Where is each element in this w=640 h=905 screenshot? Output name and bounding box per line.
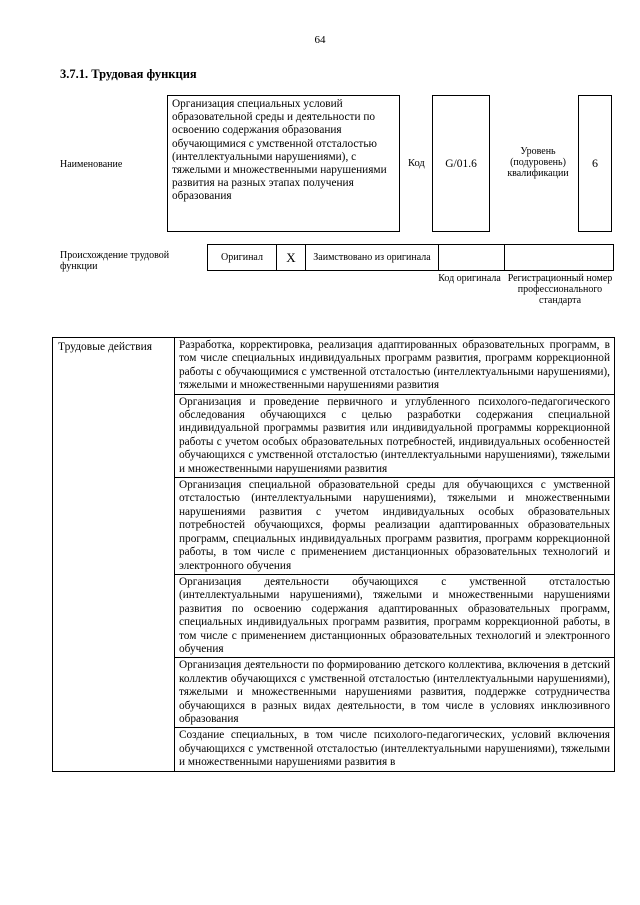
section-title: 3.7.1. Трудовая функция bbox=[60, 67, 197, 81]
code-label: Код bbox=[408, 158, 425, 169]
action-item: Разработка, корректировка, реализация адаптированных образовательных программ, в том числе специальных индивидуальных программ развития, программ коррекционной работы с обучающимися с умственной отсталостью (интеллектуальными нарушениями), тяжелыми и множественными нарушениями развития bbox=[175, 338, 615, 395]
action-item: Организация и проведение первичного и углубленного психолого-педагогического обследования обучающихся с целью разработки содержания специальной индивидуальной программы развития или индивидуальной программы коррекционной работы с учетом особых образовательных потребностей, индивидуальных особенностей обучающихся с умственной отсталостью (интеллектуальными нарушениями), тяжелыми и множественными нарушениями развития bbox=[175, 394, 615, 477]
name-label: Наименование bbox=[60, 159, 123, 170]
borrowed-label: Заимствовано из оригинала bbox=[306, 245, 439, 271]
origin-label: Происхождение трудовой функции bbox=[60, 250, 170, 272]
level-label: Уровень (подуровень) квалификации bbox=[507, 146, 569, 179]
actions-header: Трудовые действия bbox=[53, 338, 175, 772]
table-row bbox=[53, 338, 615, 395]
reg-number-cell bbox=[505, 245, 614, 271]
action-item: Организация деятельности по формированию детского коллектива, включения в детский коллектив обучающихся с умственной отсталостью (интеллектуальными нарушениями), тяжелыми и множественными нарушениями развития, поддержке сотрудничества обучающихся в разных видах деятельности, в том числе в условиях инклюзивного образования bbox=[175, 658, 615, 728]
origin-code-cell bbox=[439, 245, 505, 271]
page-number: 64 bbox=[314, 34, 326, 46]
action-item: Организация деятельности обучающихся с умственной отсталостью (интеллектуальными нарушениями), тяжелыми и множественными нарушениями развития по освоению содержания адаптированных образовательных программ, специальных индивидуальных программ развития, программ коррекционной работы, в том числе с применением дистанционных образовательных технологий и электронного обучения bbox=[175, 574, 615, 657]
actions-table bbox=[52, 337, 615, 772]
reg-number-label: Регистрационный номер профессионального стандарта bbox=[507, 273, 613, 306]
original-mark: X bbox=[277, 245, 306, 271]
original-label: Оригинал bbox=[208, 245, 277, 271]
origin-code-label: Код оригинала bbox=[438, 273, 501, 284]
action-item: Создание специальных, в том числе психолого-педагогических, условий включения обучающихся с умственной отсталостью (интеллектуальными нарушениями), тяжелыми и множественными нарушениями развития в bbox=[175, 728, 615, 771]
function-name: Организация специальных условий образовательной среды и деятельности по освоению содержания образования обучающимися с умственной отсталостью (интеллектуальными нарушениями), с тяжелыми и множественными нарушениями развития на разных этапах получения образования bbox=[167, 95, 400, 232]
level-value: 6 bbox=[578, 95, 612, 232]
code-value: G/01.6 bbox=[432, 95, 490, 232]
action-item: Организация специальной образовательной среды для обучающихся с умственной отсталостью (интеллектуальными нарушениями), тяжелыми и множественными нарушениями развития с учетом индивидуальных особых образовательных потребностей обучающихся, формы реализации адаптированных образовательных программ, специальных индивидуальных программ развития, программ коррекционной работы, в том числе с применением дистанционных образовательных технологий и электронного обучения bbox=[175, 478, 615, 575]
origin-table bbox=[207, 244, 614, 271]
